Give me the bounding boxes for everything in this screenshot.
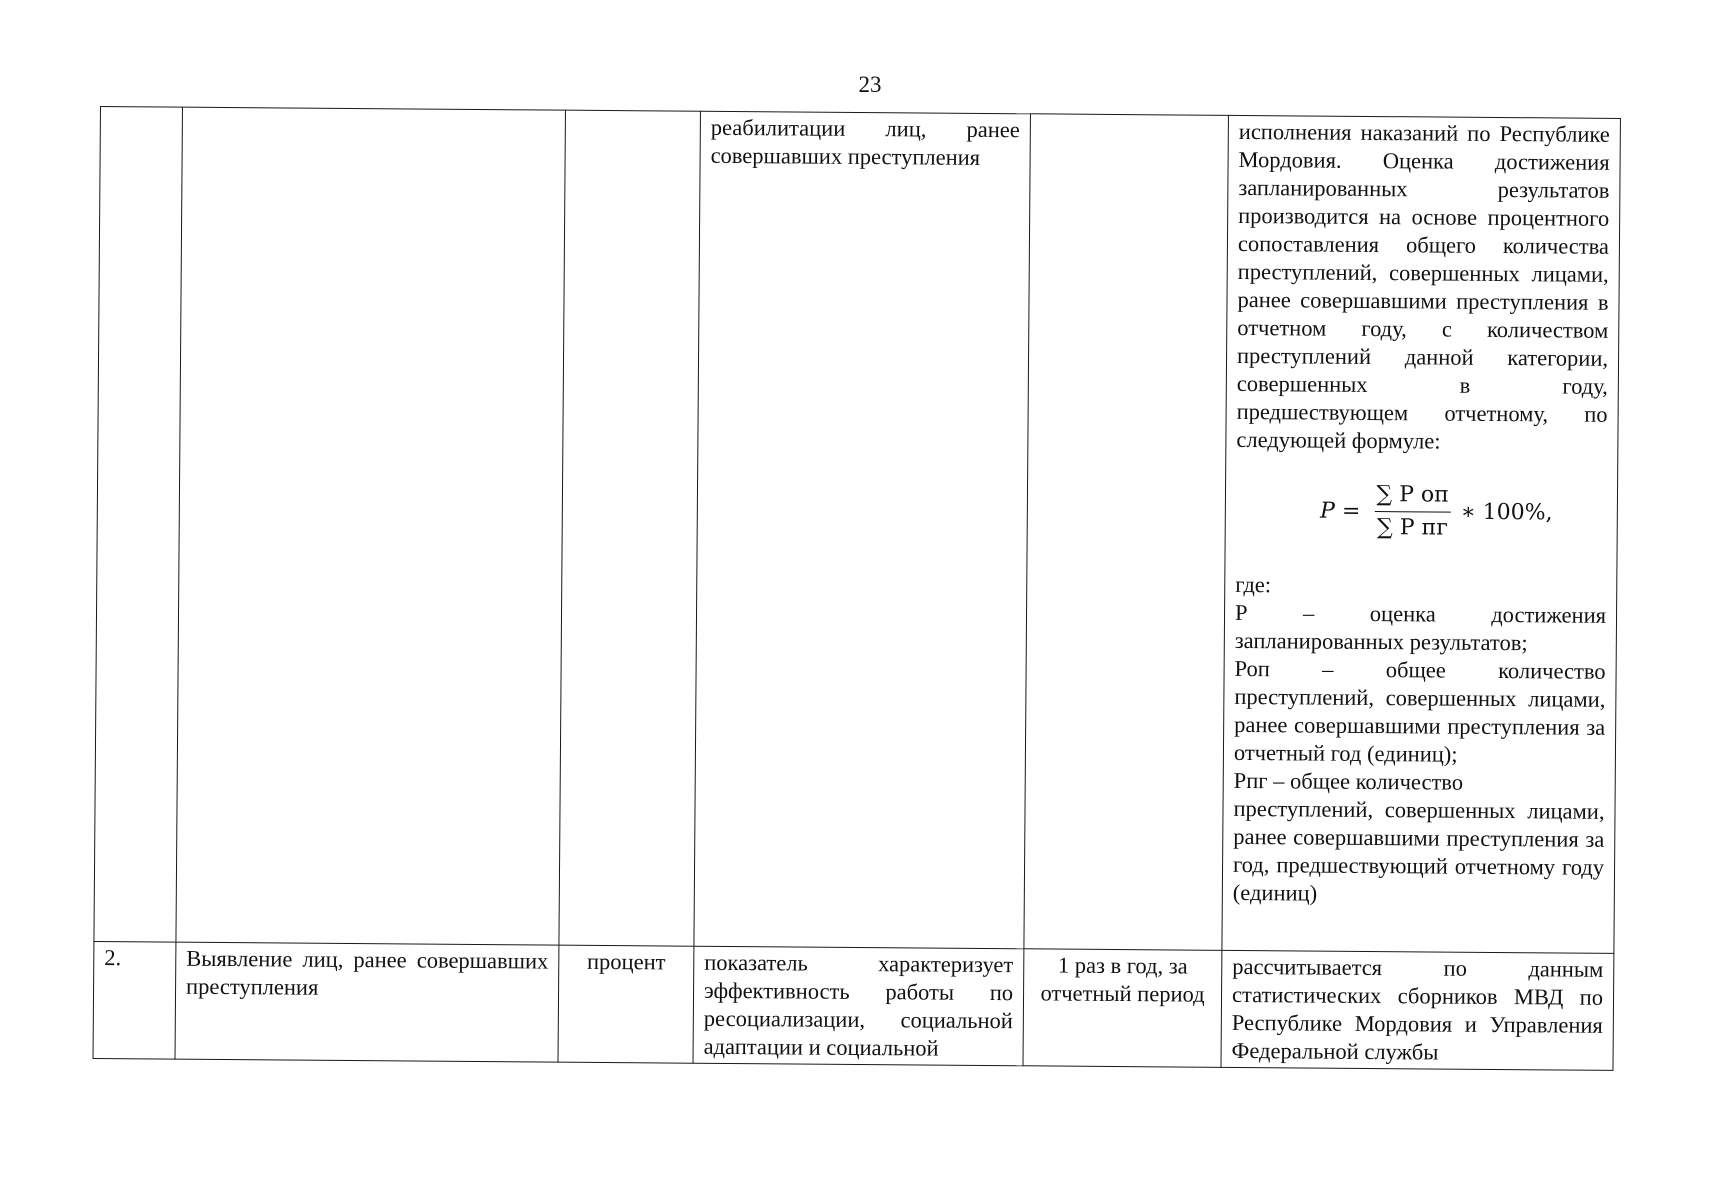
- cell-name-empty: [176, 107, 566, 945]
- definition-rop: Роп – общее количество преступлений, совершенных лицами, ранее совершавшими преступления за отчетный год (единиц);: [1233, 655, 1606, 767]
- formula-fraction: [1374, 481, 1451, 543]
- evaluation-formula: [1266, 480, 1607, 544]
- cell-number-empty: [94, 107, 183, 943]
- table-row-2: [93, 941, 1614, 1070]
- cell-unit-empty: [559, 110, 701, 946]
- cell-period-empty: [1024, 114, 1229, 951]
- cell-method-row2: рассчитывается по данным статистических сборников МВД по Республике Мордовия и Управления Федеральной службы: [1221, 950, 1614, 1070]
- definition-p: Р – оценка достижения запланированных результатов;: [1234, 599, 1607, 656]
- definition-rpg-head: Рпг – общее количество: [1233, 767, 1464, 795]
- description-text: реабилитации лиц, ранее совершавших преступления: [710, 114, 1020, 170]
- page-number: 23: [858, 72, 882, 97]
- cell-name: Выявление лиц, ранее совершавших преступления: [175, 942, 559, 1062]
- method-intro-text: исполнения наказаний по Республике Мордовия. Оценка достижения запланированных результатов производится на основе процентного сопоставления общего количества преступлений, совершенных лицами, ранее совершавшими преступления в отчетном году, с количеством преступлений данной категории, совершенных в году, предшествующем отчетному, по следующей формуле:: [1236, 118, 1610, 454]
- indicators-table: [93, 106, 1621, 1071]
- formula-numerator: ∑ P оп: [1374, 481, 1451, 513]
- formula-rhs: ∗ 100%,: [1460, 499, 1553, 525]
- cell-description-row2: показатель характеризует эффективность работы по ресоциализации, социальной адаптации и социальной: [693, 946, 1024, 1066]
- cell-description: [694, 111, 1031, 949]
- cell-number: 2.: [93, 941, 176, 1059]
- cell-unit: процент: [558, 945, 694, 1063]
- table-row-continued: [94, 107, 1621, 954]
- cell-method: [1222, 115, 1621, 953]
- definition-rpg-tail: преступлений, совершенных лицами, ранее совершавшими преступления за год, предшествующий отчетному году (единиц): [1232, 795, 1605, 906]
- cell-period: 1 раз в год, за отчетный период: [1023, 949, 1222, 1068]
- formula-lhs: P =: [1320, 498, 1361, 524]
- where-label: где:: [1235, 571, 1272, 598]
- formula-denominator: ∑ P пг: [1376, 515, 1448, 541]
